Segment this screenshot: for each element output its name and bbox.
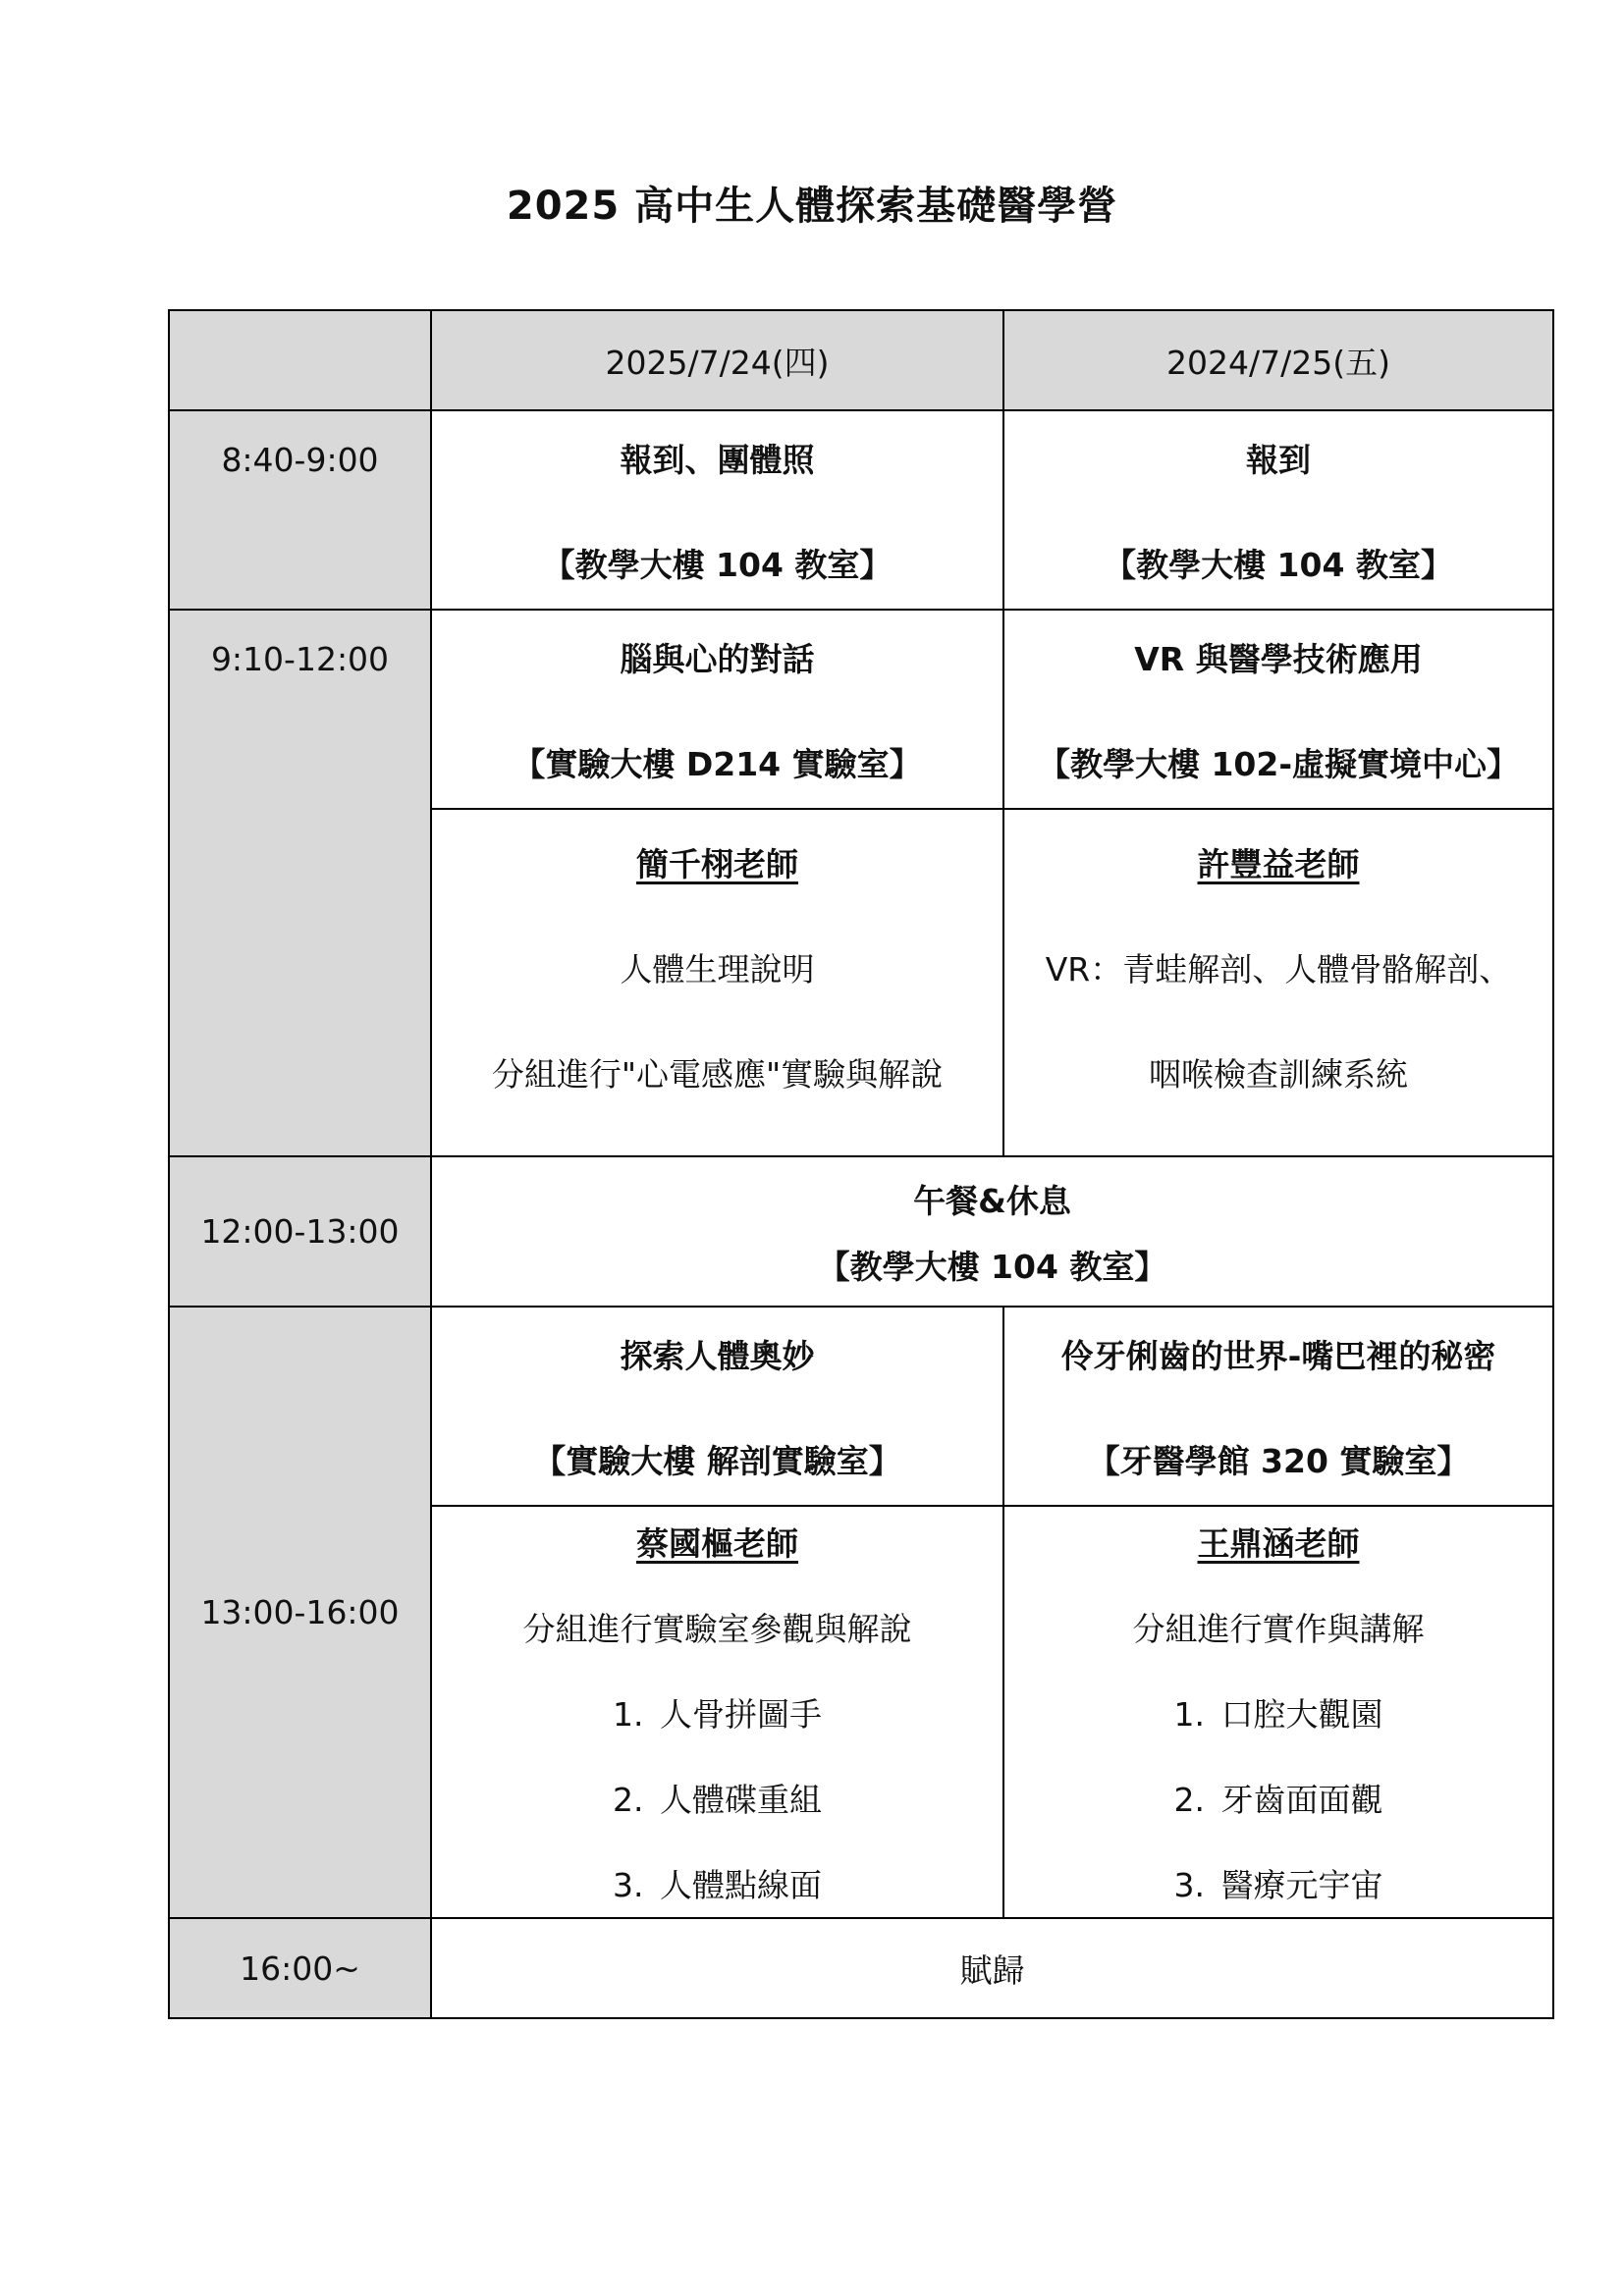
session-title: 腦與心的對話 — [620, 639, 815, 678]
list-number: 1. — [1173, 1694, 1205, 1734]
detail-text: 分組進行實驗室參觀與解說 — [522, 1609, 912, 1648]
row-checkin — [169, 410, 1553, 610]
list-number: 3. — [613, 1865, 644, 1904]
session-location: 【教學大樓 104 教室】 — [542, 545, 893, 584]
lunch-cell — [431, 1156, 1553, 1307]
time-cell: 12:00-13:00 — [169, 1156, 431, 1307]
time-cell: 9:10-12:00 — [169, 610, 431, 1156]
list-item — [613, 1689, 822, 1735]
list-text: 人骨拼圖手 — [660, 1694, 822, 1734]
list-text: 人體碟重組 — [660, 1780, 822, 1819]
session-location: 【教學大樓 104 教室】 — [1104, 545, 1453, 584]
list-text: 牙齒面面觀 — [1220, 1780, 1383, 1819]
row-dismissal — [169, 1918, 1553, 2018]
list-item — [1174, 1775, 1383, 1821]
session-location: 【牙醫學館 320 實驗室】 — [1087, 1441, 1470, 1480]
session-cell-day2 — [1003, 1307, 1553, 1506]
list-text: 人體點線面 — [660, 1865, 822, 1904]
header-day1: 2025/7/24(四) — [431, 310, 1003, 410]
session-location: 【實驗大樓 解剖實驗室】 — [533, 1441, 901, 1480]
session-cell-day1 — [431, 410, 1003, 610]
detail-text: VR：青蛙解剖、人體骨骼解剖、 — [1045, 950, 1512, 988]
detail-cell-day1 — [431, 809, 1003, 1156]
list-item — [613, 1860, 822, 1906]
dismissal-cell: 賦歸 — [431, 1918, 1553, 2018]
session-title: 午餐&休息 — [913, 1181, 1071, 1220]
session-title: 探索人體奧妙 — [620, 1336, 815, 1375]
session-location: 【教學大樓 104 教室】 — [817, 1247, 1167, 1286]
teacher-name: 許豐益老師 — [1197, 845, 1360, 883]
list-item — [1174, 1689, 1383, 1735]
detail-text: 咽喉檢查訓練系統 — [1149, 1055, 1408, 1094]
session-title: 伶牙俐齒的世界-嘴巴裡的秘密 — [1060, 1336, 1496, 1375]
detail-cell-day2 — [1003, 809, 1553, 1156]
detail-cell-day1 — [431, 1506, 1003, 1918]
row-morning-session — [169, 610, 1553, 809]
time-cell: 16:00~ — [169, 1918, 431, 2018]
list-text: 口腔大觀園 — [1220, 1694, 1383, 1734]
schedule-table — [168, 309, 1554, 2019]
header-day2: 2024/7/25(五) — [1003, 310, 1553, 410]
session-title: 報到、團體照 — [620, 440, 815, 479]
detail-text: 分組進行"心電感應"實驗與解說 — [491, 1055, 944, 1094]
time-cell: 13:00-16:00 — [169, 1307, 431, 1918]
list-number: 1. — [613, 1694, 644, 1734]
list-number: 2. — [1173, 1780, 1205, 1819]
list-text: 醫療元宇宙 — [1220, 1865, 1383, 1904]
time-cell: 8:40-9:00 — [169, 410, 431, 610]
session-title: VR 與醫學技術應用 — [1134, 639, 1423, 678]
teacher-name: 簡千栩老師 — [636, 845, 798, 883]
teacher-name: 王鼎涵老師 — [1197, 1523, 1360, 1563]
session-cell-day2 — [1003, 410, 1553, 610]
list-item — [1174, 1860, 1383, 1906]
row-afternoon-session — [169, 1307, 1553, 1506]
list-item — [613, 1775, 822, 1821]
session-location: 【實驗大樓 D214 實驗室】 — [513, 744, 922, 783]
detail-text: 分組進行實作與講解 — [1132, 1609, 1425, 1648]
session-title: 報到 — [1246, 440, 1311, 479]
list-number: 2. — [613, 1780, 644, 1819]
session-cell-day1 — [431, 610, 1003, 809]
row-lunch — [169, 1156, 1553, 1307]
detail-cell-day2 — [1003, 1506, 1553, 1918]
session-cell-day1 — [431, 1307, 1003, 1506]
header-row — [169, 310, 1553, 410]
session-cell-day2 — [1003, 610, 1553, 809]
list-number: 3. — [1173, 1865, 1205, 1904]
teacher-name: 蔡國樞老師 — [636, 1523, 798, 1563]
detail-text: 人體生理說明 — [620, 950, 815, 988]
session-location: 【教學大樓 102-虛擬實境中心】 — [1037, 744, 1520, 783]
page-title: 2025 高中生人體探索基礎醫學營 — [506, 184, 1118, 229]
header-corner-cell — [169, 310, 431, 410]
